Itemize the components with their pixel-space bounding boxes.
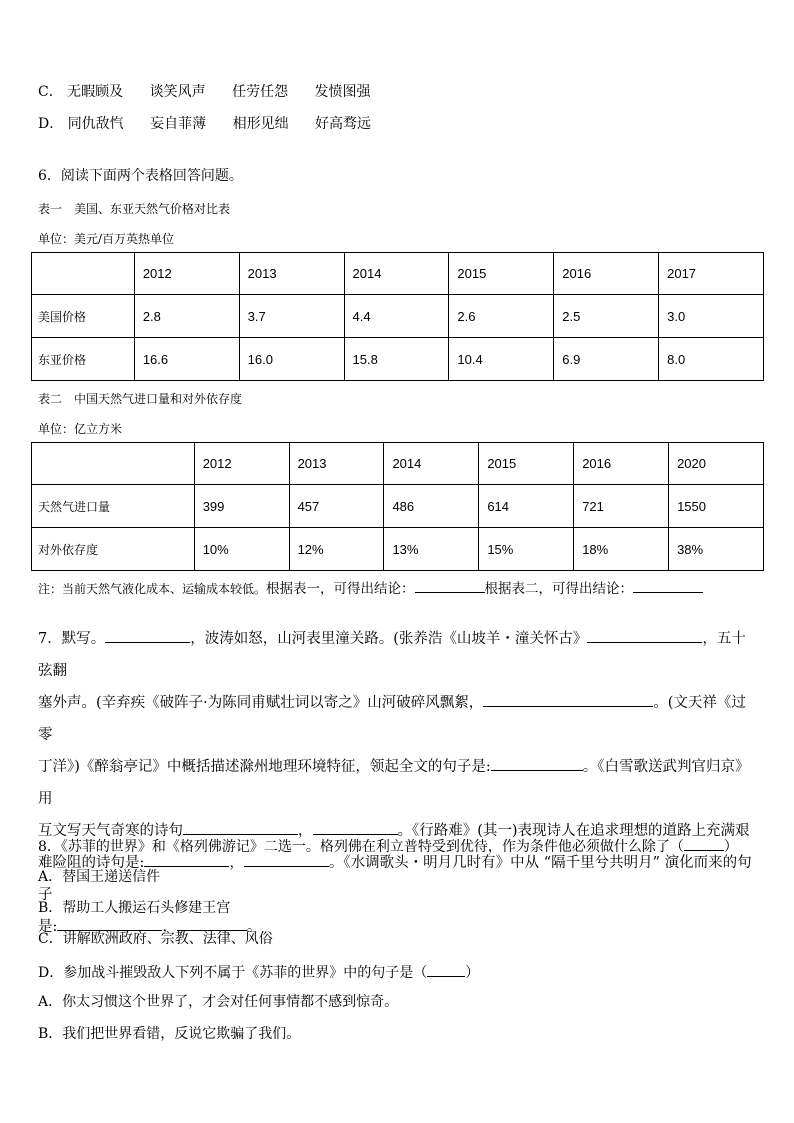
q8-option-a: A．替国王递送信件 [38, 869, 161, 885]
q8-option-c: C．讲解欧洲政府、宗教、法律、风俗 [38, 931, 273, 947]
q8-option-b: B．帮助工人搬运石头修建王宫 [38, 900, 231, 916]
table-cell: 457 [289, 485, 384, 528]
table-cell: 13% [384, 528, 479, 571]
table-cell: 10% [194, 528, 289, 571]
table-cell: 8.0 [659, 338, 764, 381]
table-header-cell: 2014 [384, 443, 479, 485]
table-cell [32, 443, 195, 485]
option-d [38, 115, 371, 133]
note-prefix: 注：当前天然气液化成本、运输成本较低。 [38, 582, 267, 596]
table-row-label: 对外依存度 [32, 528, 195, 571]
table-note [38, 578, 703, 598]
table1 [31, 252, 764, 381]
answer-blank[interactable] [587, 628, 702, 643]
answer-blank[interactable] [633, 578, 703, 593]
table-header-cell: 2020 [669, 443, 764, 485]
table-header-cell: 2012 [134, 253, 239, 295]
option-word: 无暇顾及 [67, 84, 124, 100]
table-cell: 614 [479, 485, 574, 528]
table-header-cell: 2012 [194, 443, 289, 485]
answer-blank[interactable] [427, 962, 465, 977]
table-cell [32, 253, 135, 295]
table-header-cell: 2014 [344, 253, 449, 295]
table-header-cell: 2015 [449, 253, 554, 295]
q7-line-4: 互文写天气奇寒的诗句 ， 。《行路难》(其一)表现诗人在追求理想的道路上充满艰 [38, 815, 760, 847]
answer-blank[interactable] [684, 836, 724, 851]
table-header-cell: 2013 [239, 253, 344, 295]
table-header-cell: 2017 [659, 253, 764, 295]
table-header-cell: 2016 [574, 443, 669, 485]
table-cell: 4.4 [344, 295, 449, 338]
table-header-cell: 2015 [479, 443, 574, 485]
table-cell: 721 [574, 485, 669, 528]
option-letter: C． [38, 84, 63, 100]
option-word: 谈笑风声 [149, 84, 206, 100]
table-cell: 486 [384, 485, 479, 528]
q9-option-a: A．你太习惯这个世界了，才会对任何事情都不感到惊奇。 [38, 994, 399, 1010]
table-cell: 399 [194, 485, 289, 528]
answer-blank[interactable] [483, 692, 653, 707]
table-cell: 6.9 [554, 338, 659, 381]
table-header-cell: 2016 [554, 253, 659, 295]
answer-blank[interactable] [183, 820, 298, 835]
option-letter: D． [38, 116, 64, 132]
table-row-label: 美国价格 [32, 295, 135, 338]
table-row [32, 253, 764, 295]
table-row [32, 295, 764, 338]
table-row [32, 485, 764, 528]
q7-line-6: 是: ， 。 [38, 911, 760, 943]
q7-line-2: 塞外声。(辛弃疾《破阵子·为陈同甫赋壮词以寄之》山河破碎风飘絮， 。(文天祥《过零 [38, 687, 760, 751]
table1-title: 表一 美国、东亚天然气价格对比表 [38, 202, 231, 216]
q8-stem-text: 8．《苏菲的世界》和《格列佛游记》二选一。格列佛在利立普特受到优待，作为条件他必须做什么除了（ [38, 839, 684, 855]
table1-unit: 单位：美元/百万英热单位 [38, 232, 175, 246]
option-word: 同仇敌忾 [67, 116, 124, 132]
table-cell: 2.8 [134, 295, 239, 338]
question-8-stem: 8．《苏菲的世界》和《格列佛游记》二选一。格列佛在利立普特受到优待，作为条件他必须做什么除了（ ） [38, 836, 738, 856]
answer-blank[interactable] [313, 820, 398, 835]
q7-line-5: 难险阻的诗句是: ， 。《水调歌头・明月几时有》中从 “隔千里兮共明月” 演化而来的句子 [38, 847, 760, 911]
table-cell: 2.6 [449, 295, 554, 338]
question-7 [38, 623, 760, 943]
answer-blank[interactable] [177, 916, 247, 931]
table-row [32, 338, 764, 381]
q8-option-d: D．参加战斗摧毁敌人下列不属于《苏菲的世界》中的句子是（ ） [38, 962, 479, 982]
answer-blank[interactable] [491, 756, 583, 771]
table-row [32, 528, 764, 571]
option-word: 好高骛远 [315, 116, 372, 132]
option-word: 妄自菲薄 [150, 116, 207, 132]
table-cell: 38% [669, 528, 764, 571]
table-row-label: 东亚价格 [32, 338, 135, 381]
table-row [32, 443, 764, 485]
table-cell: 3.0 [659, 295, 764, 338]
q7-line-1: 7．默写。 ，波涛如怒，山河表里潼关路。(张养浩《山坡羊・潼关怀古》 ，五十弦翻 [38, 623, 760, 687]
table-cell: 18% [574, 528, 669, 571]
option-word: 相形见绌 [232, 116, 289, 132]
table-cell: 3.7 [239, 295, 344, 338]
table-cell: 10.4 [449, 338, 554, 381]
q7-line-3: 丁洋》)《醉翁亭记》中概括描述滁州地理环境特征，领起全文的句子是: 。《白雪歌送武判官归京》用 [38, 751, 760, 815]
table-cell: 16.6 [134, 338, 239, 381]
note-part-2: 根据表二，可得出结论： [484, 581, 634, 597]
table-cell: 12% [289, 528, 384, 571]
table-header-cell: 2013 [289, 443, 384, 485]
table2 [31, 442, 764, 571]
note-part-1: 根据表一，可得出结论： [266, 581, 415, 597]
answer-blank[interactable] [105, 628, 190, 643]
option-c [38, 83, 371, 101]
option-word: 发愤图强 [314, 84, 371, 100]
answer-blank[interactable] [415, 578, 485, 593]
table-cell: 15% [479, 528, 574, 571]
table-cell: 15.8 [344, 338, 449, 381]
table-row-label: 天然气进口量 [32, 485, 195, 528]
table-cell: 1550 [669, 485, 764, 528]
q9-option-b: B．我们把世界看错，反说它欺骗了我们。 [38, 1026, 301, 1042]
table2-unit: 单位：亿立方米 [38, 422, 123, 436]
table-cell: 16.0 [239, 338, 344, 381]
table2-title: 表二 中国天然气进口量和对外依存度 [38, 392, 243, 406]
answer-blank[interactable] [57, 916, 162, 931]
question-6-stem: 6．阅读下面两个表格回答问题。 [38, 168, 243, 184]
option-word: 任劳任怨 [232, 84, 289, 100]
table-cell: 2.5 [554, 295, 659, 338]
